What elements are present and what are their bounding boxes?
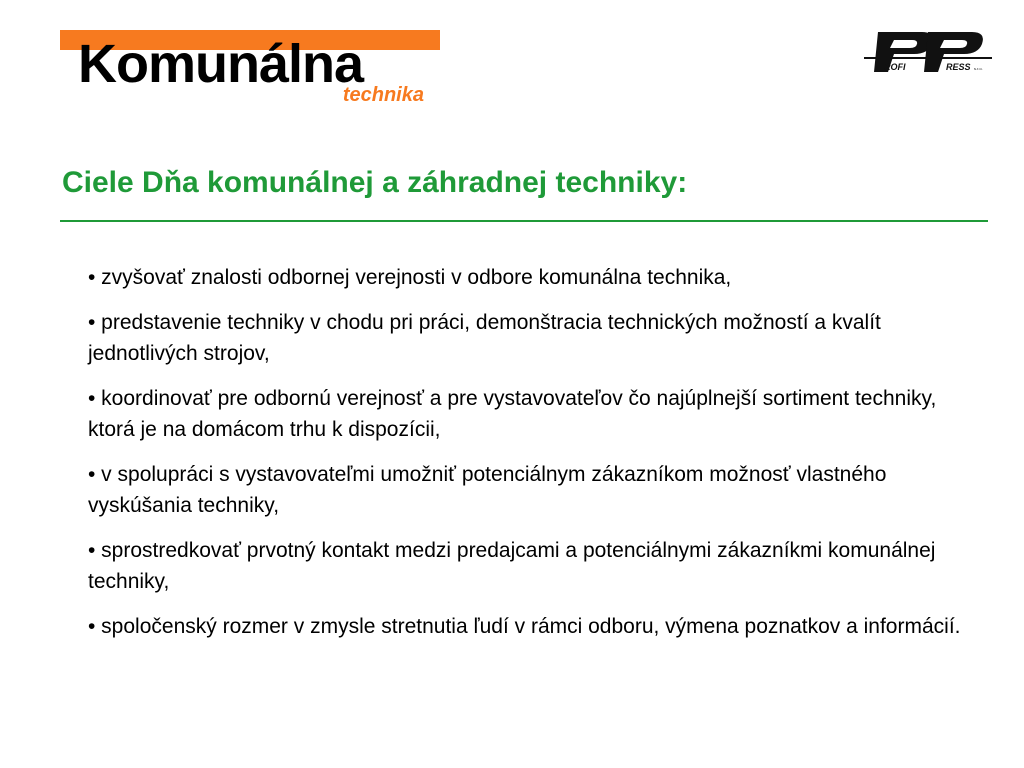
pp-logo-suffix: s.r.o.	[974, 66, 983, 71]
list-item: • zvyšovať znalosti odbornej verejnosti v odbore komunálna technika,	[88, 266, 732, 289]
list-item: • predstavenie techniky v chodu pri práci, demonštracia technických možností a kvalít jednotlivých strojov,	[88, 311, 881, 365]
list-item: • v spolupráci s vystavovateľmi umožniť potenciálnym zákazníkom možnosť vlastného vyskúšania techniky,	[88, 463, 887, 517]
title-divider	[60, 220, 988, 222]
slide-title: Ciele Dňa komunálnej a záhradnej techniky:	[62, 166, 688, 199]
goals-list	[88, 262, 968, 656]
pp-logo-right-text: RESS	[946, 62, 971, 72]
komunalna-technika-logo	[60, 30, 440, 110]
list-item: • koordinovať pre odbornú verejnosť a pre vystavovateľov čo najúplnejší sortiment techniky, ktorá je na domácom trhu k dispozícii,	[88, 387, 937, 441]
logo-word: Komunálna	[78, 34, 364, 94]
list-item: • spoločenský rozmer v zmysle stretnutia ľudí v rámci odboru, výmena poznatkov a informácií.	[88, 615, 961, 638]
profi-press-logo	[864, 28, 992, 76]
pp-logo-left-text: ROFI	[884, 62, 906, 72]
logo-subtitle: technika	[342, 84, 424, 106]
list-item: • sprostredkovať prvotný kontakt medzi predajcami a potenciálnymi zákazníkmi komunálnej techniky,	[88, 539, 936, 593]
